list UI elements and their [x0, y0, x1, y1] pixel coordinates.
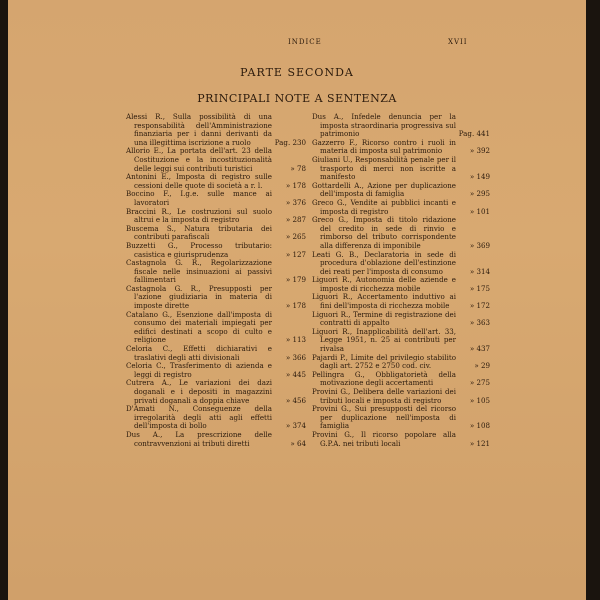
part-title: PARTE SECONDA — [240, 66, 354, 79]
index-entry-text: Giuliani U., Responsabilità penale per il trasporto di merci non iscritte a manifesto — [312, 154, 456, 182]
index-entry — [126, 431, 306, 448]
index-entry-text: Gottardelli A., Azione per duplicazione dell'imposta di famiglia — [312, 180, 456, 199]
index-entry-page: » 295 — [469, 189, 490, 199]
index-entry-text: Gazzerro F., Ricorso contro i ruoli in materia di imposta sul patrimonio — [312, 137, 456, 156]
running-head-title: INDICE — [288, 38, 322, 46]
index-entry — [312, 182, 490, 199]
index-entry-page: » 78 — [290, 163, 306, 173]
index-entry — [312, 311, 490, 328]
index-entry-page: » 265 — [285, 232, 306, 242]
index-entry — [126, 242, 306, 259]
index-entry-page: » 101 — [469, 206, 490, 216]
index-entry-text: Liguori R., Accertamento induttivo ai fini dell'imposta di ricchezza mobile — [312, 292, 456, 311]
page-number-roman: XVII — [448, 38, 468, 46]
index-entry-text: Castagnola G. R., Presupposti per l'azione giudiziaria in materia di imposte dirette — [126, 283, 272, 311]
index-entry-page: » 369 — [469, 240, 490, 250]
index-entry-page: » 314 — [469, 266, 490, 276]
index-entry-page: Pag. 230 — [274, 137, 306, 147]
left-column — [126, 113, 306, 448]
index-entry-page: » 178 — [285, 301, 306, 311]
index-entry-text: Leati G. B., Declaratoria in sede di procedura d'oblazione dell'estinzione dei reati per l'imposta di consumo — [312, 249, 456, 276]
index-entry — [312, 199, 490, 216]
index-entry-page: » 149 — [469, 172, 490, 182]
right-column — [312, 113, 490, 448]
index-entry-text: Braccini R., Le costruzioni sul suolo altrui e la imposta di registro — [126, 206, 272, 225]
index-entry-page: » 374 — [285, 421, 306, 431]
index-entry — [126, 285, 306, 311]
index-entry — [312, 251, 490, 277]
index-entry — [126, 147, 306, 173]
index-entry-page: » 64 — [290, 438, 306, 448]
index-entry-page: Pag. 441 — [458, 129, 490, 139]
index-entry — [126, 173, 306, 190]
index-entry-text: Liguori R., Termine di registrazione dei contratti di appalto — [312, 309, 456, 328]
index-entry — [126, 225, 306, 242]
index-entry — [126, 405, 306, 431]
index-entry-page: » 113 — [285, 335, 306, 345]
index-entry-page: » 172 — [469, 301, 490, 311]
index-entry-text: Buzzetti G., Processo tributario: casistica e giurisprudenza — [126, 240, 272, 259]
index-entry — [312, 431, 490, 448]
index-entry-text: Greco G., Imposta di titolo ridazione del credito in sede di rinvio e rimborso del tributo corrispondente alla differenza di imponibile — [312, 215, 456, 250]
index-entry-page: » 376 — [285, 197, 306, 207]
index-entry — [312, 293, 490, 310]
index-entry-page: » 287 — [285, 215, 306, 225]
index-entry-text: Boccino F., I.g.e. sulle mance ai lavoratori — [126, 189, 272, 207]
index-entry-page: » 275 — [469, 378, 490, 388]
index-entry-text: Catalano G., Esenzione dall'imposta di consumo dei materiali impiegati per edifici destinati a scopo di culto e religione — [126, 309, 272, 345]
index-entry — [312, 156, 490, 182]
index-entry-text: Liguori R., Inapplicabilità dell'art. 33, Legge 1951, n. 25 ai contributi per rivalsa — [312, 326, 456, 354]
index-entry — [126, 362, 306, 379]
index-entry-page: » 121 — [469, 438, 490, 448]
index-entry-text: Celoria C., Effetti dichiarativi e traslativi degli atti divisionali — [126, 344, 272, 362]
index-entry-page: » 105 — [469, 395, 490, 405]
index-entry-text: Buscema S., Natura tributaria dei contributi parafiscali — [126, 223, 272, 242]
index-entry-page: » 363 — [469, 318, 490, 328]
index-entry-text: Provini G., Il ricorso popolare alla G.P.A. nei tributi locali — [312, 429, 456, 448]
book-page — [8, 0, 586, 600]
index-entry — [312, 371, 490, 388]
index-entry — [126, 208, 306, 225]
index-entry-text: Castagnola G. R., Regolarizzazione fiscale nelle insinuazioni ai passivi fallimentari — [126, 258, 272, 285]
index-entry — [126, 190, 306, 207]
index-entry — [312, 388, 490, 405]
index-entry-page: » 437 — [469, 344, 490, 354]
index-entry — [312, 328, 490, 354]
index-entry-page: » 127 — [285, 249, 306, 259]
index-entry-page: » 108 — [469, 421, 490, 431]
section-title: PRINCIPALI NOTE A SENTENZA — [197, 92, 397, 105]
index-entry — [126, 113, 306, 147]
index-entry-text: Celoria C., Trasferimento di azienda e leggi di registro — [126, 361, 272, 379]
index-entry-text: Dus A., Infedele denuncia per la imposta straordinaria progressiva sul patrimonio — [312, 112, 456, 139]
index-entry — [312, 276, 490, 293]
index-entry-text: Provini G., Delibera delle variazioni dei tributi locali e imposta di registro — [312, 387, 456, 405]
index-entry-text: Antonini E., Imposta di registro sulle cessioni delle quote di società a r. l. — [126, 172, 272, 190]
index-entry-text: Allorio E., La portata dell'art. 23 della Costituzione e la incostituzionalità delle leggi sui contributi turistici — [126, 146, 272, 173]
index-entry-text: Alessi R., Sulla possibilità di una responsabilità dell'Amministrazione finanziaria per i danni derivanti da una illegittima iscrizione a ruolo — [126, 112, 272, 147]
index-entry-text: Provini G., Sui presupposti del ricorso per duplicazione nell'imposta di famiglia — [312, 404, 456, 431]
index-entry — [312, 405, 490, 431]
index-entry-page: » 392 — [469, 146, 490, 156]
index-entry-text: Liguori R., Autonomia delle aziende e imposte di ricchezza mobile — [312, 275, 456, 293]
index-entry-page: » 29 — [474, 361, 490, 371]
index-entry — [312, 354, 490, 371]
index-entry-page: » 445 — [285, 369, 306, 379]
index-entry — [126, 259, 306, 285]
index-entry-text: Greco G., Vendite ai pubblici incanti e imposta di registro — [312, 197, 456, 216]
index-entry-text: Pellingra G., Obbligatorietà della motivazione degli accertamenti — [312, 369, 456, 388]
index-entry — [312, 216, 490, 250]
index-entry — [126, 379, 306, 405]
index-entry — [312, 139, 490, 156]
index-entry-page: » 179 — [285, 275, 306, 285]
index-entry-text: Dus A., La prescrizione delle contravvenzioni ai tributi diretti — [126, 429, 272, 448]
index-entry — [312, 113, 490, 139]
index-entry-page: » 456 — [285, 395, 306, 405]
index-entry-text: Pajardi P., Limite del privilegio stabilito dagli art. 2752 e 2750 cod. civ. — [312, 352, 456, 371]
index-entry — [126, 311, 306, 345]
index-entry-page: » 366 — [285, 352, 306, 362]
index-entry-text: D'Amati N., Conseguenze della irregolarità degli atti agli effetti dell'imposta di bollo — [126, 404, 272, 431]
index-entry-page: » 178 — [285, 180, 306, 190]
index-entry-text: Cutrera A., Le variazioni dei dazi doganali e i depositi in magazzini privati doganali a doppia chiave — [126, 378, 272, 405]
index-entry — [126, 345, 306, 362]
index-entry-page: » 175 — [469, 283, 490, 293]
